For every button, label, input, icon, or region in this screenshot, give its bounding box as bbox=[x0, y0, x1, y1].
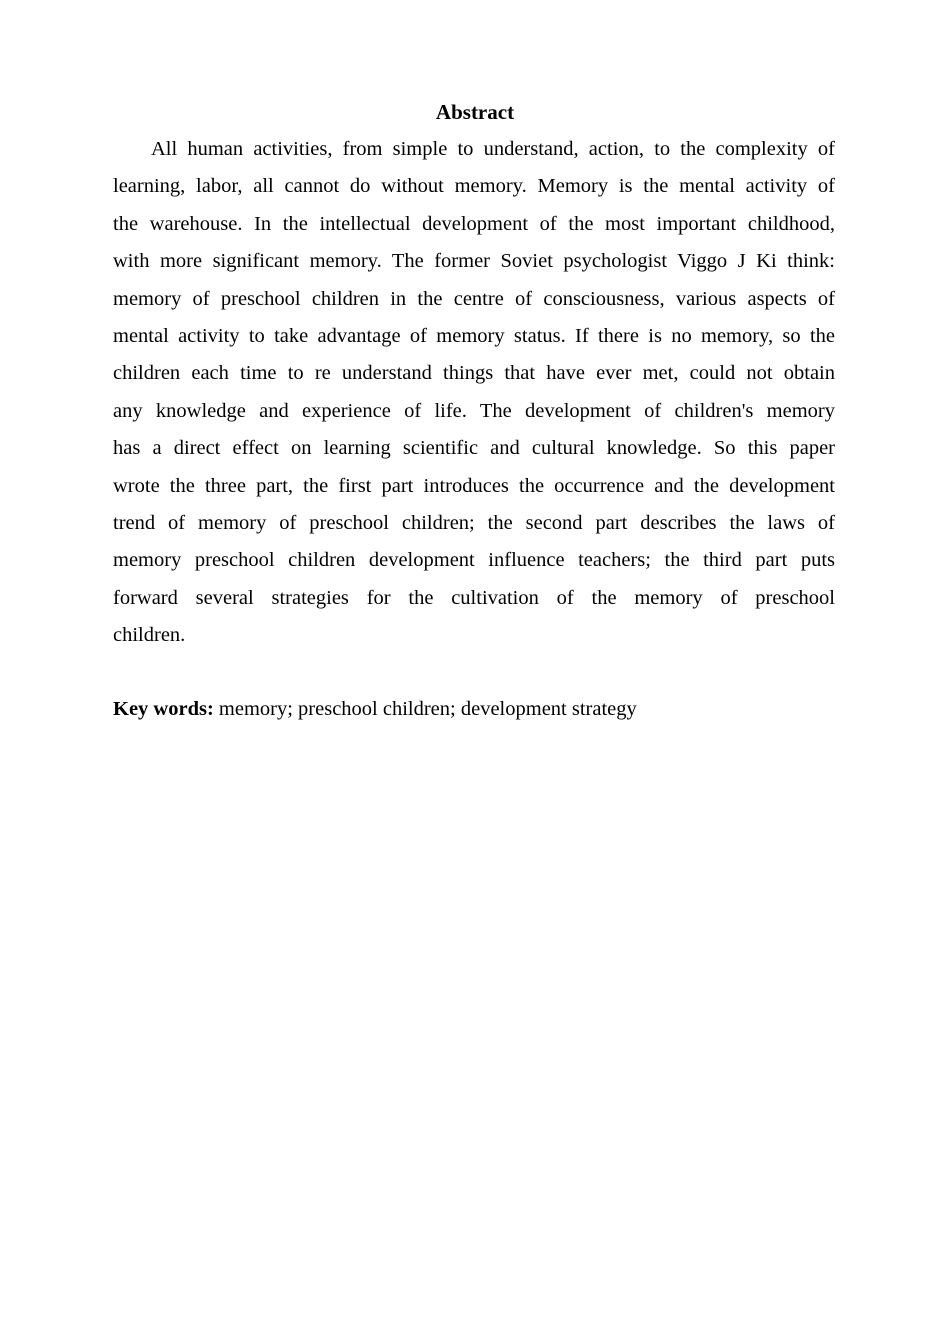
abstract-line: children. bbox=[113, 624, 186, 647]
abstract-line: All human activities, from simple to understand, action, to the complexity of bbox=[151, 138, 835, 160]
keywords-value: memory; preschool children; development strategy bbox=[213, 698, 637, 720]
abstract-line: trend of memory of preschool children; the second part describes the laws of bbox=[113, 511, 835, 534]
abstract-line: has a direct effect on learning scientific and cultural knowledge. So this paper bbox=[113, 437, 835, 460]
abstract-line: memory of preschool children in the centre of consciousness, various aspects of bbox=[113, 287, 835, 310]
abstract-line: wrote the three part, the first part introduces the occurrence and the development bbox=[113, 474, 835, 497]
abstract-line: the warehouse. In the intellectual development of the most important childhood, bbox=[113, 212, 835, 235]
abstract-line: mental activity to take advantage of memory status. If there is no memory, so the bbox=[113, 324, 835, 347]
abstract-body bbox=[113, 135, 835, 658]
keywords bbox=[113, 695, 637, 723]
abstract-line: children each time to re understand things that have ever met, could not obtain bbox=[113, 362, 835, 385]
abstract-line: forward several strategies for the cultivation of the memory of preschool bbox=[113, 586, 835, 609]
keywords-label: Key words: bbox=[113, 698, 214, 720]
abstract-line: any knowledge and experience of life. The development of children's memory bbox=[113, 399, 835, 422]
abstract-line: with more significant memory. The former Soviet psychologist Viggo J Ki think: bbox=[113, 250, 835, 273]
abstract-line: learning, labor, all cannot do without memory. Memory is the mental activity of bbox=[113, 175, 835, 198]
abstract-title: Abstract bbox=[435, 100, 515, 124]
abstract-line: memory preschool children development influence teachers; the third part puts bbox=[113, 549, 835, 572]
